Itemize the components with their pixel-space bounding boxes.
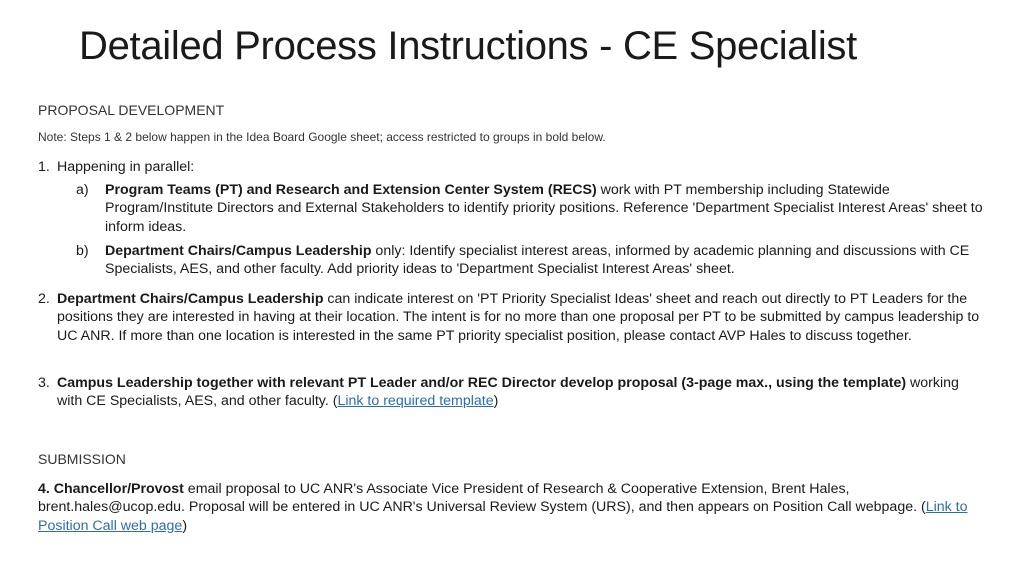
step1a-rest: work with PT membership including Statewide Program/Institute Directors and External Stakeholders to identify priority positions. Reference 'Department Specialist Interest Areas' sheet to inform ideas. (105, 182, 983, 235)
proposal-heading: PROPOSAL DEVELOPMENT (38, 102, 225, 118)
step1b-marker: b) (76, 243, 89, 259)
step4-bold: 4. Chancellor/Provost (38, 481, 184, 497)
submission-heading: SUBMISSION (38, 451, 126, 467)
step4-close: ) (182, 517, 188, 534)
step3-rest: working with CE Specialists, AES, and other faculty. ( (57, 375, 959, 410)
step3-item (57, 374, 987, 411)
note-text: Note: Steps 1 & 2 below happen in the Idea Board Google sheet; access restricted to groups in bold below. (38, 130, 606, 144)
step2-item (57, 290, 987, 345)
step2-number: 2. (38, 291, 50, 307)
step2-rest: can indicate interest on 'PT Priority Specialist Ideas' sheet and reach out directly to PT Leaders for the positions they are interested in having at their location. The intent is for no more than one proposal per PT to be submitted by campus leadership to UC ANR. If more than one location is interested in the same PT priority specialist position, please contact AVP Hales to discuss together. (57, 291, 980, 344)
step1b-bold: Department Chairs/Campus Leadership (105, 243, 372, 259)
slide-title: Detailed Process Instructions - CE Specialist (79, 24, 857, 68)
step3-close: ) (493, 393, 499, 410)
step3-number: 3. (38, 375, 50, 391)
step1b-rest: only: Identify specialist interest areas, informed by academic planning and discussions with CE Specialists, AES, and other faculty. Add priority ideas to 'Department Specialist Interest Areas' sheet. (105, 243, 970, 278)
step4-item (38, 480, 988, 535)
position-call-link[interactable]: Link to Position Call web page (38, 499, 968, 534)
step2-bold: Department Chairs/Campus Leadership (57, 291, 324, 307)
step4-rest: email proposal to UC ANR's Associate Vice President of Research & Cooperative Extension, Brent Hales, brent.hales@ucop.edu. Proposal will be entered in UC ANR's Universal Review System (URS), and then appears on Position Call webpage. ( (38, 481, 926, 516)
step1-number: 1. (38, 159, 50, 175)
step1-text: Happening in parallel: (57, 159, 195, 175)
step3-bold: Campus Leadership together with relevant PT Leader and/or REC Director develop proposal (3-page max., using the template) (57, 375, 907, 391)
step1b-item (105, 242, 985, 279)
template-link[interactable]: Link to required template (337, 393, 494, 410)
step1a-item (105, 181, 985, 236)
step1a-marker: a) (76, 182, 89, 198)
step1a-bold: Program Teams (PT) and Research and Extension Center System (RECS) (105, 182, 597, 198)
